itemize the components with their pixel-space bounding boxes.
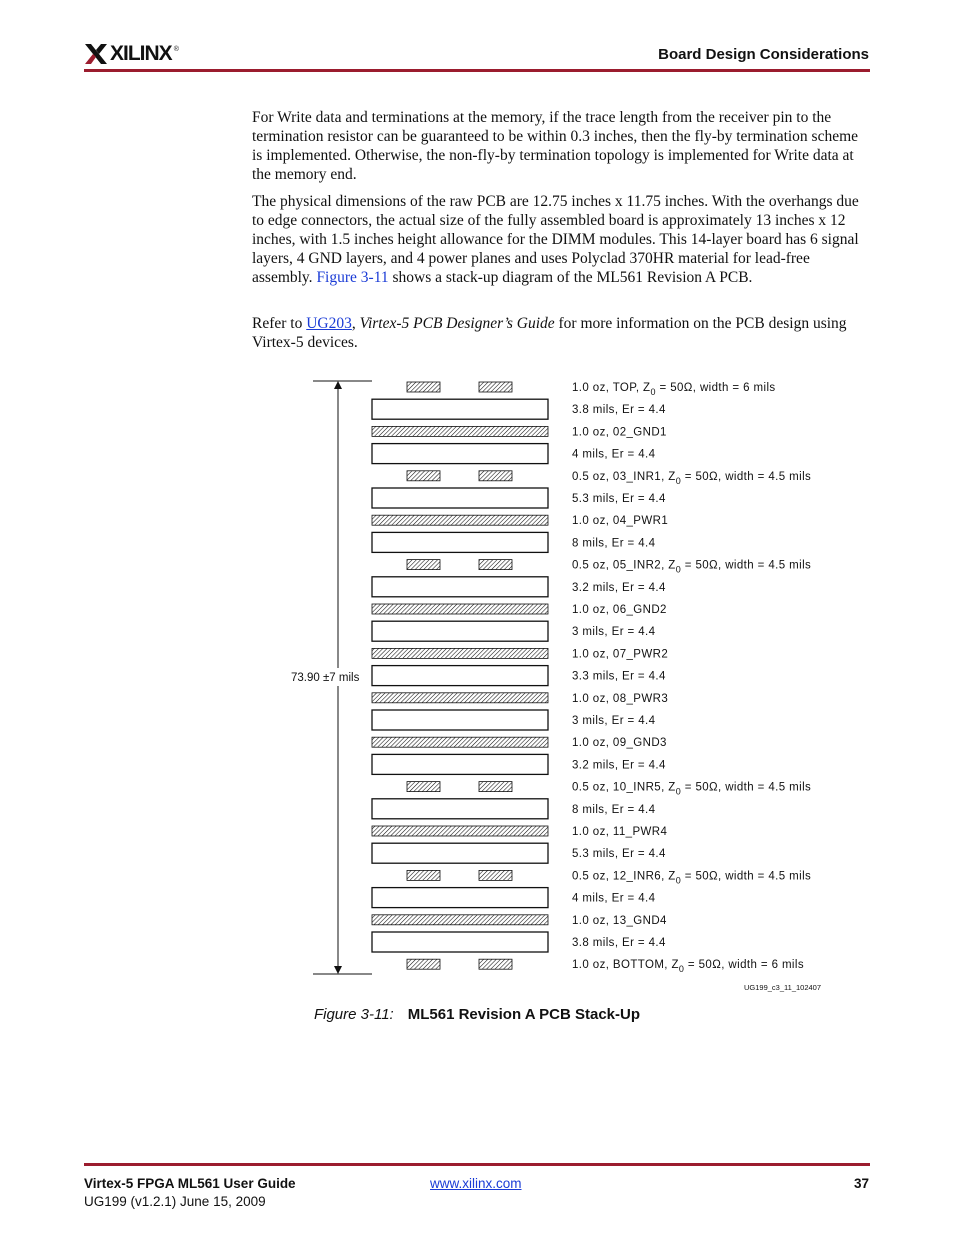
layer-label: 8 mils, Er = 4.4 — [572, 537, 656, 550]
layer-label: 3 mils, Er = 4.4 — [572, 626, 656, 639]
layer-signal — [407, 560, 811, 575]
trace-left — [407, 870, 440, 880]
footer-rule — [84, 1163, 870, 1166]
layer-label: 1.0 oz, 04_PWR1 — [572, 515, 669, 528]
layer-dielectric — [372, 710, 656, 730]
dielectric-core — [372, 577, 548, 597]
layer-label: 1.0 oz, 06_GND2 — [572, 604, 667, 616]
layer-label: 5.3 mils, Er = 4.4 — [572, 493, 666, 505]
layer-label: 4 mils, Er = 4.4 — [572, 448, 656, 461]
footer-url-link[interactable]: www.xilinx.com — [430, 1176, 522, 1191]
registered-mark: ® — [173, 45, 179, 53]
layer-dielectric — [372, 754, 666, 774]
trace-right — [479, 560, 512, 570]
dielectric-core — [372, 444, 548, 464]
dielectric-core — [372, 799, 548, 819]
layer-dielectric — [372, 888, 656, 908]
p2-text-before: The physical dimensions of the raw PCB are 12.75 inches x 11.75 inches. With the overhangs due to edge connectors, the actual size of the fully assembled board is approximately 13 inches x 12 inches, with 1.5 inches height allowance for the DIMM modules. This 14-layer board has 6 signal layers, 4 GND layers, and 4 power planes and uses Polyclad 370HR material for lead-free assembly. — [252, 193, 859, 286]
paragraph-pcb-dimensions — [252, 192, 872, 287]
copper-plane — [372, 693, 548, 703]
figure-3-11-link[interactable]: Figure 3-11 — [316, 269, 389, 286]
layer-dielectric — [372, 444, 656, 464]
layer-plane — [372, 693, 668, 705]
layer-dielectric — [372, 621, 656, 641]
layer-label: 0.5 oz, 05_INR2, $Z_0 = 50\Omega$, width = 4.5 mils — [572, 559, 812, 575]
layer-dielectric — [372, 666, 666, 686]
trace-left — [407, 471, 440, 481]
layer-label: 3.8 mils, Er = 4.4 — [572, 937, 666, 949]
dielectric-core — [372, 399, 548, 419]
dielectric-core — [372, 754, 548, 774]
dielectric-core — [372, 932, 548, 952]
layer-label: 1.0 oz, BOTTOM, $Z_0 = 50\Omega$, width = 6 mils — [572, 959, 804, 975]
copper-plane — [372, 737, 548, 747]
layer-plane — [372, 604, 667, 616]
figure-id-label: UG199_c3_11_102407 — [744, 983, 822, 992]
layer-plane — [372, 737, 667, 749]
trace-left — [407, 560, 440, 570]
layer-label: 1.0 oz, 09_GND3 — [572, 737, 667, 750]
caption-title: ML561 Revision A PCB Stack-Up — [407, 1006, 641, 1023]
layer-label: 8 mils, Er = 4.4 — [572, 803, 656, 816]
dielectric-core — [372, 488, 548, 508]
layer-dielectric — [372, 532, 656, 552]
paragraph-refer: Refer to UG203, Virtex-5 PCB Designer’s Guide for more information on the PCB design using Virtex-5 devices. — [252, 315, 847, 351]
dielectric-core — [372, 888, 548, 908]
layer-label: 3.2 mils, Er = 4.4 — [572, 759, 666, 772]
caption-number: Figure 3-11: — [313, 1006, 394, 1023]
trace-right — [479, 782, 512, 792]
layer-label: 3.3 mils, Er = 4.4 — [572, 670, 666, 683]
layer-label: 1.0 oz, 02_GND1 — [572, 426, 667, 439]
p3-text-before: Refer to — [252, 315, 303, 332]
layer-label: 5.3 mils, Er = 4.4 — [572, 848, 666, 861]
footer-doc-title: Virtex-5 FPGA ML561 User Guide — [84, 1176, 296, 1191]
layer-dielectric — [372, 488, 666, 508]
figure-caption — [0, 1006, 954, 1023]
trace-left — [407, 382, 440, 392]
page-number: 37 — [853, 1176, 869, 1191]
copper-plane — [372, 915, 548, 925]
layer-signal — [407, 782, 811, 797]
total-thickness-label: 73.90 ±7 mils — [291, 672, 360, 684]
copper-plane — [372, 826, 548, 836]
section-title: Board Design Considerations — [658, 46, 869, 63]
p3-text-after: for more information on the PCB design using Virtex-5 devices. — [252, 315, 847, 351]
layer-label: 0.5 oz, 12_INR6, $Z_0 = 50\Omega$, width = 4.5 mils — [572, 870, 812, 886]
thickness-dimension — [291, 381, 372, 974]
paragraph-write-data: For Write data and terminations at the memory, if the trace length from the receiver pin to the termination resistor can be guaranteed to be within 0.3 inches, then the fly-by termination scheme is implemented. Otherwise, the non-fly-by termination topology is implemented for Write data at the memory end. — [252, 109, 859, 183]
layer-label: 1.0 oz, 08_PWR3 — [572, 692, 669, 705]
layer-label: 3.2 mils, Er = 4.4 — [572, 581, 666, 594]
dielectric-core — [372, 532, 548, 552]
layer-plane — [372, 915, 667, 927]
layer-label: 1.0 oz, TOP, $Z_0 = 50\Omega$, width = 6 mils — [572, 382, 776, 397]
dielectric-core — [372, 710, 548, 730]
layer-dielectric — [372, 577, 666, 597]
layer-label: 1.0 oz, 13_GND4 — [572, 914, 667, 927]
logo-text: XILINX — [110, 42, 172, 65]
layer-plane — [372, 648, 668, 660]
layer-label: 3 mils, Er = 4.4 — [572, 715, 656, 727]
layer-plane — [372, 826, 667, 838]
layer-signal — [407, 471, 811, 486]
trace-left — [407, 959, 440, 969]
layer-label: 4 mils, Er = 4.4 — [572, 892, 656, 905]
layer-dielectric — [372, 799, 656, 819]
layer-signal — [407, 382, 776, 397]
layer-signal — [407, 959, 804, 974]
footer-doc-version: UG199 (v1.2.1) June 15, 2009 — [84, 1194, 266, 1209]
layer-dielectric — [372, 932, 666, 952]
copper-plane — [372, 515, 548, 525]
ug203-link[interactable]: UG203 — [306, 315, 352, 332]
layer-signal — [407, 870, 811, 885]
p2-text-after: shows a stack-up diagram of the ML561 Revision A PCB. — [392, 269, 753, 286]
copper-plane — [372, 426, 548, 436]
layer-plane — [372, 515, 668, 527]
dielectric-core — [372, 666, 548, 686]
copper-plane — [372, 604, 548, 614]
xilinx-x-logo-icon — [84, 42, 108, 66]
xilinx-logo — [84, 40, 179, 68]
layer-label: 0.5 oz, 03_INR1, $Z_0 = 50\Omega$, width = 4.5 mils — [572, 470, 812, 486]
layer-label: 1.0 oz, 11_PWR4 — [572, 826, 668, 838]
trace-left — [407, 782, 440, 792]
layer-label: 3.8 mils, Er = 4.4 — [572, 404, 666, 417]
trace-right — [479, 959, 512, 969]
layer-label: 1.0 oz, 07_PWR2 — [572, 648, 669, 661]
header-rule — [84, 69, 870, 72]
dielectric-core — [372, 843, 548, 863]
trace-right — [479, 471, 512, 481]
copper-plane — [372, 648, 548, 658]
layer-plane — [372, 426, 667, 438]
trace-right — [479, 382, 512, 392]
layer-stack — [372, 382, 811, 974]
trace-right — [479, 870, 512, 880]
dielectric-core — [372, 621, 548, 641]
layer-dielectric — [372, 843, 666, 863]
guide-title: Virtex-5 PCB Designer’s Guide — [359, 315, 555, 332]
layer-label: 0.5 oz, 10_INR5, $Z_0 = 50\Omega$, width = 4.5 mils — [572, 781, 812, 797]
layer-dielectric — [372, 399, 666, 419]
